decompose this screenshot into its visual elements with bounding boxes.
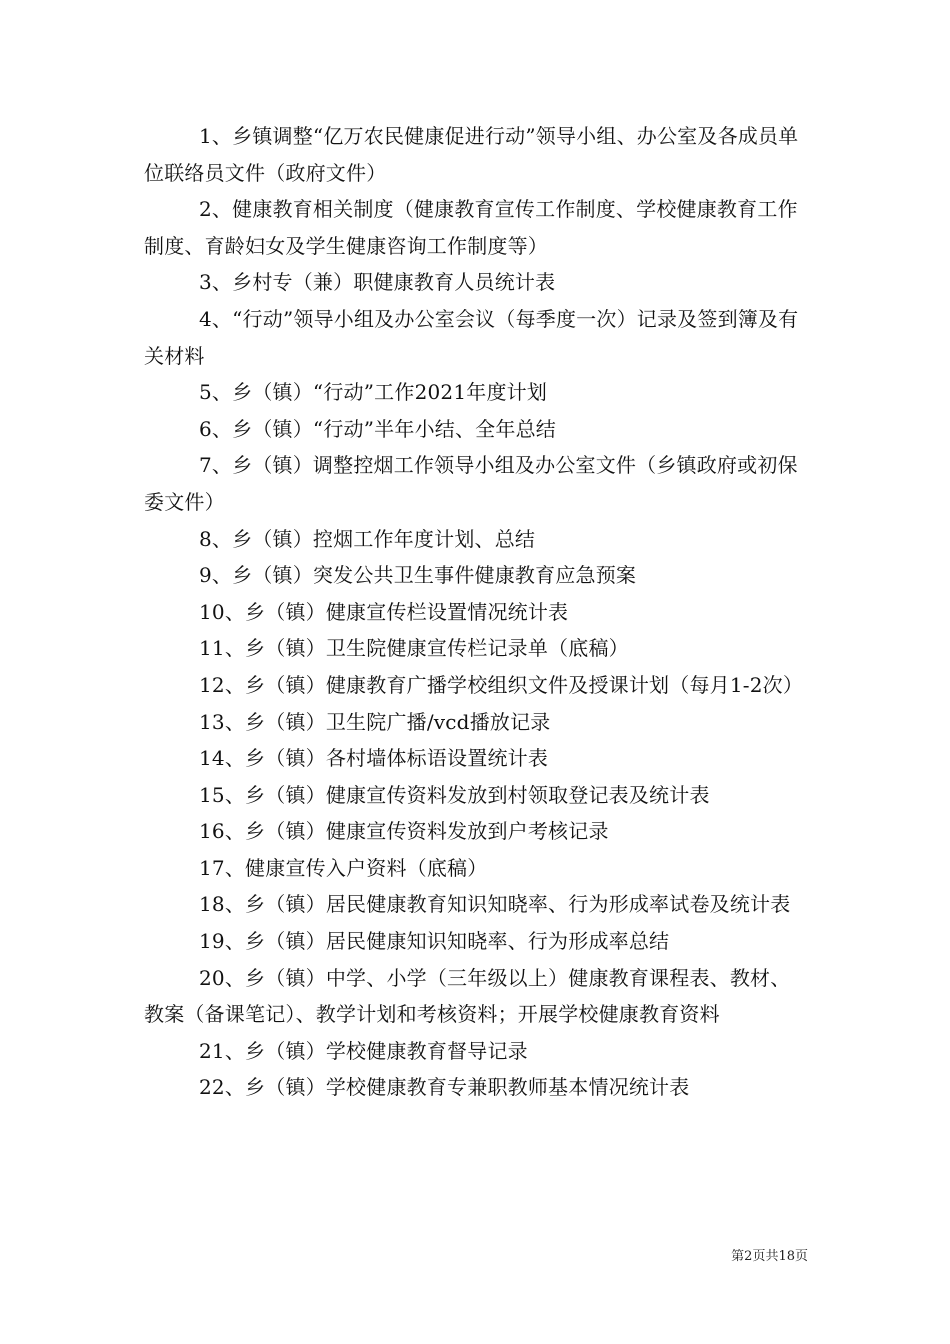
list-item: 2、健康教育相关制度（健康教育宣传工作制度、学校健康教育工作制度、育龄妇女及学生健康咨询工作制度等） bbox=[144, 197, 798, 258]
page-number: 第2页共18页 bbox=[731, 1249, 808, 1264]
list-item: 18、乡（镇）居民健康教育知识知晓率、行为形成率试卷及统计表 bbox=[199, 892, 791, 917]
list-item: 9、乡（镇）突发公共卫生事件健康教育应急预案 bbox=[199, 563, 637, 588]
list-item: 17、健康宣传入户资料（底稿） bbox=[199, 855, 488, 880]
list-item: 11、乡（镇）卫生院健康宣传栏记录单（底稿） bbox=[199, 636, 629, 661]
list-item: 7、乡（镇）调整控烟工作领导小组及办公室文件（乡镇政府或初保委文件） bbox=[144, 453, 798, 514]
list-item: 4、“行动”领导小组及办公室会议（每季度一次）记录及签到簿及有关材料 bbox=[144, 306, 799, 368]
list-item: 5、乡（镇）“行动”工作2021年度计划 bbox=[199, 380, 548, 405]
list-item: 20、乡（镇）中学、小学（三年级以上）健康教育课程表、教材、教案（备课笔记）、教学计划和考核资料；开展学校健康教育资料 bbox=[144, 965, 791, 1027]
list-item: 6、乡（镇）“行动”半年小结、全年总结 bbox=[199, 416, 556, 441]
list-item: 13、乡（镇）卫生院广播/vcd播放记录 bbox=[199, 709, 551, 734]
list-item: 1、乡镇调整“亿万农民健康促进行动”领导小组、办公室及各成员单位联络员文件（政府文件） bbox=[144, 124, 799, 185]
list-item: 10、乡（镇）健康宣传栏设置情况统计表 bbox=[199, 599, 569, 624]
document-body bbox=[144, 118, 808, 1106]
list-item: 3、乡村专（兼）职健康教育人员统计表 bbox=[199, 270, 556, 295]
list-item: 16、乡（镇）健康宣传资料发放到户考核记录 bbox=[199, 819, 609, 844]
list-item: 19、乡（镇）居民健康知识知晓率、行为形成率总结 bbox=[199, 929, 670, 954]
list-item: 12、乡（镇）健康教育广播学校组织文件及授课计划（每月1-2次） bbox=[199, 672, 804, 697]
list-item: 21、乡（镇）学校健康教育督导记录 bbox=[199, 1038, 528, 1063]
list-item: 14、乡（镇）各村墙体标语设置统计表 bbox=[199, 746, 549, 771]
list-item: 8、乡（镇）控烟工作年度计划、总结 bbox=[199, 526, 536, 551]
list-item: 22、乡（镇）学校健康教育专兼职教师基本情况统计表 bbox=[199, 1075, 690, 1100]
list-item: 15、乡（镇）健康宣传资料发放到村领取登记表及统计表 bbox=[199, 782, 710, 807]
